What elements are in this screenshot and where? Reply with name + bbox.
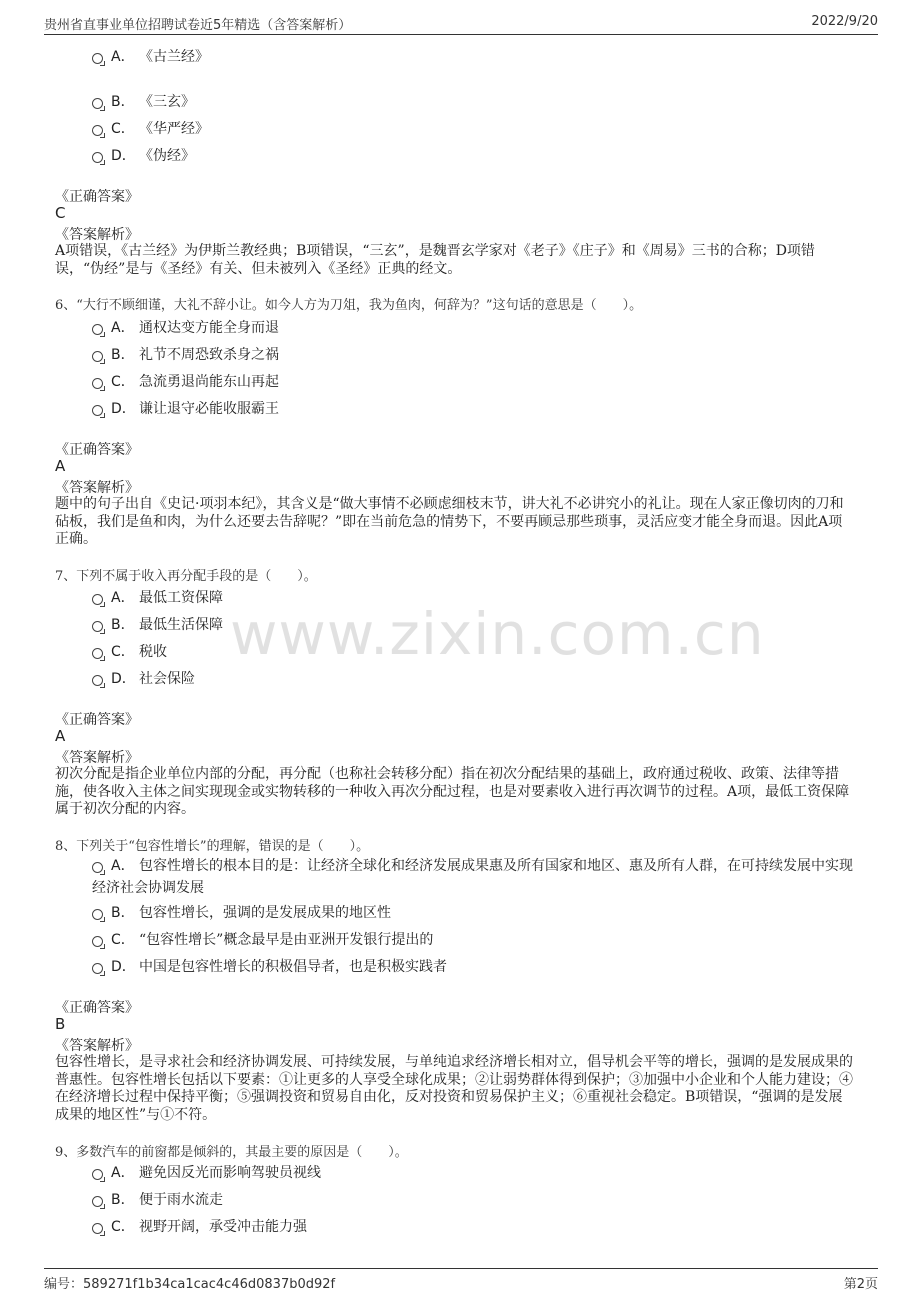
- document-code: 编号：589271f1b34ca1cac4c46d0837b0d92f: [44, 1277, 336, 1292]
- q7-option-c[interactable]: C． 税收: [92, 641, 167, 661]
- q7-answer: A: [55, 727, 66, 745]
- radio-icon[interactable]: [92, 125, 103, 136]
- radio-icon[interactable]: [92, 621, 103, 632]
- q8-option-c[interactable]: C． “包容性增长”概念最早是由亚洲开发银行提出的: [92, 929, 433, 949]
- radio-icon[interactable]: [92, 1223, 103, 1234]
- radio-icon[interactable]: [92, 53, 103, 64]
- q5-option-b[interactable]: B． 《三玄》: [92, 91, 195, 111]
- q5-answer-label: 《正确答案》: [55, 189, 139, 205]
- q6-analysis-label: 《答案解析》: [55, 480, 139, 496]
- q7-option-b[interactable]: B． 最低生活保障: [92, 614, 223, 634]
- q5-analysis: A项错误，《古兰经》为伊斯兰教经典；B项错误，“三玄”，是魏晋玄学家对《老子》《庄子》和《周易》三书的合称；D项错误，“伪经”是与《圣经》有关、但未被列入《圣经》正典的经文。: [55, 243, 815, 277]
- q6-analysis: 题中的句子出自《史记·项羽本纪》，其含义是“做大事情不必顾虑细枝末节，讲大礼不必讲究小的礼让。现在人家正像切肉的刀和砧板，我们是鱼和肉，为什么还要去告辞呢？”即在当前危急的情势下，不要再顾忌那些琐事，灵活应变才能全身而退。因此A项正确。: [55, 496, 844, 547]
- q8-option-d[interactable]: D． 中国是包容性增长的积极倡导者，也是积极实践者: [92, 956, 447, 976]
- q9-option-a[interactable]: A． 避免因反光而影响驾驶员视线: [92, 1162, 321, 1182]
- radio-icon[interactable]: [92, 594, 103, 605]
- q7-option-a[interactable]: A． 最低工资保障: [92, 587, 223, 607]
- radio-icon[interactable]: [92, 1169, 103, 1180]
- q8-answer: B: [55, 1015, 66, 1033]
- page-footer: [44, 1268, 878, 1291]
- watermark: www.zixin.com.cn: [230, 600, 765, 668]
- q6-answer-label: 《正确答案》: [55, 442, 139, 458]
- q7-answer-label: 《正确答案》: [55, 712, 139, 728]
- q7-analysis: 初次分配是指企业单位内部的分配，再分配（也称社会转移分配）指在初次分配结果的基础上，政府通过税收、政策、法律等措施，使各收入主体之间实现现金或实物转移的一种收入再次分配过程，也是对要素收入进行再次调节的过程。A项，最低工资保障属于初次分配的内容。: [55, 766, 850, 817]
- radio-icon[interactable]: [92, 675, 103, 686]
- radio-icon[interactable]: [92, 1196, 103, 1207]
- q8-answer-label: 《正确答案》: [55, 1000, 139, 1016]
- q5-option-a[interactable]: A． 《古兰经》: [92, 46, 209, 66]
- q5-option-c[interactable]: C． 《华严经》: [92, 118, 209, 138]
- q9-option-c[interactable]: C． 视野开阔，承受冲击能力强: [92, 1216, 307, 1236]
- document-date: 2022/9/20: [811, 14, 878, 29]
- radio-icon[interactable]: [92, 648, 103, 659]
- q6-option-d[interactable]: D． 谦让退守必能收服霸王: [92, 398, 279, 418]
- q7-option-d[interactable]: D． 社会保险: [92, 668, 195, 688]
- radio-icon[interactable]: [92, 324, 103, 335]
- q7-analysis-label: 《答案解析》: [55, 750, 139, 766]
- q9-option-b[interactable]: B． 便于雨水流走: [92, 1189, 223, 1209]
- radio-icon[interactable]: [92, 405, 103, 416]
- q8-option-a[interactable]: A． 包容性增长的根本目的是：让经济全球化和经济发展成果惠及所有国家和地区、惠及所有人群，在可持续发展中实现经济社会协调发展: [92, 858, 853, 896]
- q5-answer: C: [55, 204, 66, 222]
- radio-icon[interactable]: [92, 378, 103, 389]
- radio-icon[interactable]: [92, 909, 103, 920]
- q6-answer: A: [55, 457, 66, 475]
- q6-option-c[interactable]: C． 急流勇退尚能东山再起: [92, 371, 279, 391]
- q5-analysis-label: 《答案解析》: [55, 227, 139, 243]
- radio-icon[interactable]: [92, 98, 103, 109]
- q8-analysis: 包容性增长，是寻求社会和经济协调发展、可持续发展，与单纯追求经济增长相对立，倡导机会平等的增长，强调的是发展成果的普惠性。包容性增长包括以下要素：①让更多的人享受全球化成果；②让弱势群体得到保护；③加强中小企业和个人能力建设；④在经济增长过程中保持平衡；⑤强调投资和贸易自由化，反对投资和贸易保护主义；⑥重视社会稳定。B项错误，“强调的是发展成果的地区性”与①不符。: [55, 1054, 853, 1123]
- q6-question: 6、“大行不顾细谨，大礼不辞小让。如今人方为刀俎，我为鱼肉，何辞为？”这句话的意思是（ ）。: [55, 298, 643, 313]
- q7-question: 7、下列不属于收入再分配手段的是（ ）。: [55, 569, 317, 584]
- q5-option-d[interactable]: D． 《伪经》: [92, 145, 195, 165]
- q6-option-a[interactable]: A． 通权达变方能全身而退: [92, 317, 279, 337]
- radio-icon[interactable]: [92, 936, 103, 947]
- q8-option-b[interactable]: B． 包容性增长，强调的是发展成果的地区性: [92, 902, 391, 922]
- q6-option-b[interactable]: B． 礼节不周恐致杀身之祸: [92, 344, 279, 364]
- q8-analysis-label: 《答案解析》: [55, 1038, 139, 1054]
- q8-question: 8、下列关于“包容性增长”的理解，错误的是（ ）。: [55, 839, 370, 854]
- radio-icon[interactable]: [92, 152, 103, 163]
- radio-icon[interactable]: [92, 351, 103, 362]
- q9-question: 9、多数汽车的前窗都是倾斜的，其最主要的原因是（ ）。: [55, 1145, 408, 1160]
- page-header: [44, 12, 878, 35]
- radio-icon[interactable]: [92, 963, 103, 974]
- radio-icon[interactable]: [92, 862, 103, 873]
- document-title: 贵州省直事业单位招聘试卷近5年精选（含答案解析）: [44, 18, 352, 33]
- page-number: 第2页: [843, 1277, 878, 1292]
